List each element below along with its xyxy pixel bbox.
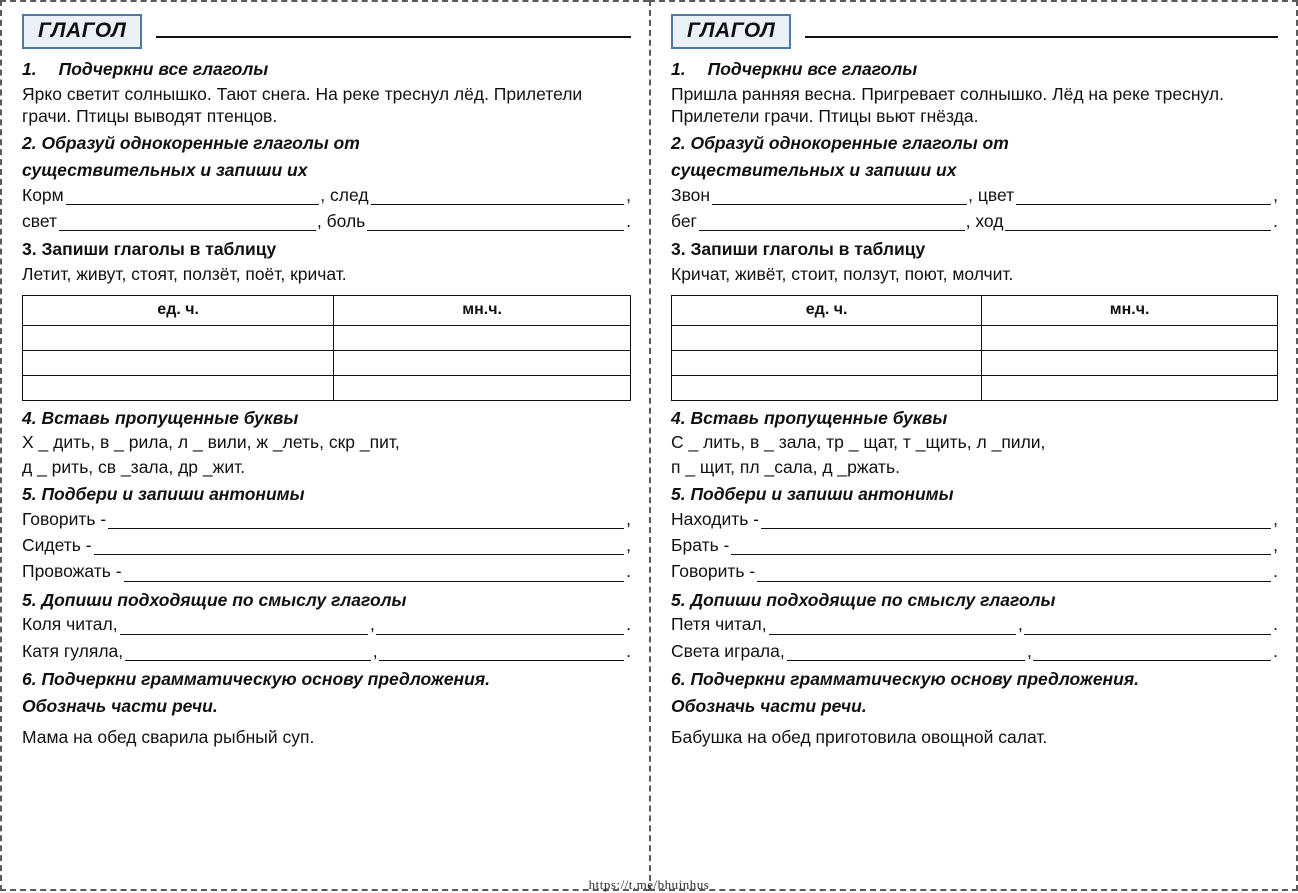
- table-row: [672, 375, 1278, 400]
- task-4-line-2: д _ рить, св _зала, др _жит.: [22, 457, 246, 478]
- task-6-word-2: Катя гуляла,: [22, 640, 124, 661]
- name-write-line: [805, 24, 1278, 38]
- task-3-heading: 3. Запиши глаголы в таблицу: [22, 239, 277, 260]
- task-4-heading: 4. Вставь пропущенные буквы: [22, 407, 299, 428]
- task-7-heading-line1: 6. Подчеркни грамматическую основу предложения.: [671, 669, 1139, 690]
- task-5-word-1: Находить -: [671, 508, 760, 529]
- task-6-row-1-separator: ,: [1017, 614, 1023, 635]
- task-2-word-3: бег: [671, 210, 697, 231]
- task-2-word-2: , цвет: [968, 184, 1015, 205]
- verbs-table: [671, 295, 1278, 401]
- task-2-word-2: , след: [320, 184, 369, 205]
- task-1-heading: [22, 59, 631, 81]
- task-5-heading: 5. Подбери и запиши антонимы: [22, 483, 305, 504]
- task-6-word-2: Света играла,: [671, 640, 785, 661]
- task-5-row-2-tail: ,: [626, 535, 631, 555]
- task-6-row-1-separator: ,: [369, 614, 375, 635]
- task-5-row-1: [671, 507, 1278, 532]
- answer-blank[interactable]: [1024, 621, 1271, 635]
- task-5-row-2: [22, 533, 631, 558]
- task-5-row-1-tail: ,: [1273, 508, 1278, 529]
- table-row: [672, 350, 1278, 375]
- answer-blank[interactable]: [124, 568, 625, 582]
- answer-blank[interactable]: [699, 217, 965, 231]
- answer-blank[interactable]: [761, 515, 1271, 529]
- task-2-row-1: [22, 183, 631, 208]
- source-url: https://t.me/bhuinhus: [588, 877, 710, 892]
- answer-blank[interactable]: [1033, 647, 1271, 661]
- answer-blank[interactable]: [1005, 217, 1271, 231]
- task-5-word-2: Брать -: [671, 535, 730, 555]
- task-2-row-2-tail: .: [1273, 210, 1279, 231]
- table-col-plural: мн.ч.: [334, 295, 631, 325]
- task-5-heading: 5. Подбери и запиши антонимы: [671, 483, 954, 504]
- task-5-row-3-tail: .: [1273, 561, 1278, 582]
- task-6-row-1: [22, 612, 631, 637]
- task-5-row-1: [22, 507, 631, 532]
- table-cell[interactable]: [672, 325, 982, 350]
- title-row: [22, 14, 631, 49]
- answer-blank[interactable]: [125, 647, 371, 661]
- name-write-line: [156, 24, 631, 38]
- task-1-number: 1.: [22, 59, 37, 79]
- task-5-row-3-tail: .: [626, 561, 631, 582]
- verbs-table: [22, 295, 631, 401]
- answer-blank[interactable]: [376, 621, 624, 635]
- table-col-singular: ед. ч.: [672, 295, 982, 325]
- worksheet-card-right: [649, 0, 1298, 891]
- table-row: [23, 350, 631, 375]
- task-6-row-2: [671, 639, 1278, 664]
- task-3-text: Летит, живут, стоят, ползёт, поёт, кричат.: [22, 264, 347, 284]
- task-3-heading: 3. Запиши глаголы в таблицу: [671, 239, 926, 260]
- task-6-row-2: [22, 639, 631, 664]
- answer-blank[interactable]: [757, 568, 1271, 582]
- task-5-row-2-tail: ,: [1273, 535, 1278, 555]
- table-cell[interactable]: [23, 325, 334, 350]
- task-1-text: Пришла ранняя весна. Пригревает солнышко. Лёд на реке треснул. Прилетели грачи. Птицы вьют гнёзда.: [671, 83, 1224, 127]
- task-2-row-2: [22, 209, 631, 234]
- answer-blank[interactable]: [712, 191, 967, 205]
- task-2-row-1-tail: ,: [1273, 184, 1278, 205]
- table-col-plural: мн.ч.: [982, 295, 1278, 325]
- table-row: [672, 325, 1278, 350]
- task-5-word-3: Провожать -: [22, 561, 122, 582]
- task-1-heading: [671, 59, 1278, 81]
- task-2-heading-line1: 2. Образуй однокоренные глаголы от: [671, 133, 1009, 154]
- task-4-line-1: Х _ дить, в _ рила, л _ вили, ж _леть, скр _пит,: [22, 432, 400, 453]
- worksheet-card-left: [0, 0, 649, 891]
- table-row: [23, 325, 631, 350]
- answer-blank[interactable]: [379, 647, 625, 661]
- task-2-word-4: , боль: [316, 210, 366, 231]
- task-2-word-3: свет: [22, 210, 58, 231]
- task-4-line-1: С _ лить, в _ зала, тр _ щат, т _щить, л _пили,: [671, 432, 1046, 453]
- task-6-word-1: Коля читал,: [22, 614, 118, 635]
- title-row: [671, 14, 1278, 49]
- table-cell[interactable]: [23, 350, 334, 375]
- answer-blank[interactable]: [787, 647, 1025, 661]
- task-6-row-2-tail: .: [1273, 640, 1279, 661]
- task-1-title: Подчеркни все глаголы: [58, 59, 269, 79]
- answer-blank[interactable]: [769, 621, 1016, 635]
- task-1-number: 1.: [671, 59, 686, 79]
- task-2-heading-line2: существительных и запиши их: [22, 159, 308, 180]
- task-1-title: Подчеркни все глаголы: [707, 59, 918, 79]
- task-6-row-1-tail: .: [626, 614, 632, 635]
- task-7-heading-line2: Обозначь части речи.: [22, 695, 218, 716]
- task-7-heading-line1: 6. Подчеркни грамматическую основу предложения.: [22, 669, 490, 690]
- task-6-row-1: [671, 612, 1278, 637]
- task-6-heading: 5. Допиши подходящие по смыслу глаголы: [671, 589, 1056, 610]
- task-5-row-3: [22, 559, 631, 584]
- task-2-heading-line2: существительных и запиши их: [671, 159, 957, 180]
- answer-blank[interactable]: [66, 191, 320, 205]
- task-5-word-3: Говорить -: [671, 561, 756, 582]
- answer-blank[interactable]: [59, 217, 316, 231]
- task-7-heading-line2: Обозначь части речи.: [671, 695, 867, 716]
- table-cell[interactable]: [982, 325, 1278, 350]
- page-title: ГЛАГОЛ: [22, 14, 142, 49]
- task-2-row-1-tail: ,: [626, 184, 632, 205]
- table-col-singular: ед. ч.: [23, 295, 334, 325]
- task-5-word-1: Говорить -: [22, 508, 107, 529]
- task-2-word-4: , ход: [965, 210, 1004, 231]
- table-cell[interactable]: [672, 350, 982, 375]
- answer-blank[interactable]: [108, 515, 624, 529]
- table-row: [23, 375, 631, 400]
- task-3-text: Кричат, живёт, стоит, ползут, поют, молчит.: [671, 264, 1014, 284]
- task-6-heading: 5. Допиши подходящие по смыслу глаголы: [22, 589, 407, 610]
- answer-blank[interactable]: [367, 217, 624, 231]
- table-cell[interactable]: [334, 375, 631, 400]
- answer-blank[interactable]: [371, 191, 625, 205]
- table-cell[interactable]: [982, 350, 1278, 375]
- task-5-row-2: [671, 533, 1278, 558]
- task-4-line-2: п _ щит, пл _сала, д _ржать.: [671, 457, 900, 478]
- task-6-row-1-tail: .: [1273, 614, 1279, 635]
- task-5-row-1-tail: ,: [626, 508, 631, 529]
- answer-blank[interactable]: [120, 621, 368, 635]
- task-2-word-1: Корм: [22, 184, 64, 205]
- answer-blank[interactable]: [94, 541, 625, 555]
- table-cell[interactable]: [23, 375, 334, 400]
- task-2-row-1: [671, 183, 1278, 208]
- table-cell[interactable]: [334, 350, 631, 375]
- task-2-word-1: Звон: [671, 184, 711, 205]
- task-5-word-2: Сидеть -: [22, 535, 92, 555]
- task-7-sentence: Бабушка на обед приготовила овощной салат.: [671, 726, 1048, 747]
- table-cell[interactable]: [672, 375, 982, 400]
- table-cell[interactable]: [982, 375, 1278, 400]
- task-2-heading-line1: 2. Образуй однокоренные глаголы от: [22, 133, 360, 154]
- answer-blank[interactable]: [1016, 191, 1271, 205]
- answer-blank[interactable]: [731, 541, 1271, 555]
- task-7-sentence: Мама на обед сварила рыбный суп.: [22, 726, 315, 747]
- table-header-row: [23, 295, 631, 325]
- task-6-row-2-tail: .: [626, 640, 632, 661]
- table-cell[interactable]: [334, 325, 631, 350]
- task-6-row-2-separator: ,: [1027, 640, 1032, 661]
- task-2-row-2-tail: .: [626, 210, 631, 231]
- task-4-heading: 4. Вставь пропущенные буквы: [671, 407, 948, 428]
- task-2-row-2: [671, 209, 1278, 234]
- page-title: ГЛАГОЛ: [671, 14, 791, 49]
- task-6-row-2-separator: ,: [372, 640, 378, 661]
- task-5-row-3: [671, 559, 1278, 584]
- table-header-row: [672, 295, 1278, 325]
- task-1-text: Ярко светит солнышко. Тают снега. На реке треснул лёд. Прилетели грачи. Птицы выводят птенцов.: [22, 83, 583, 127]
- task-6-word-1: Петя читал,: [671, 614, 767, 635]
